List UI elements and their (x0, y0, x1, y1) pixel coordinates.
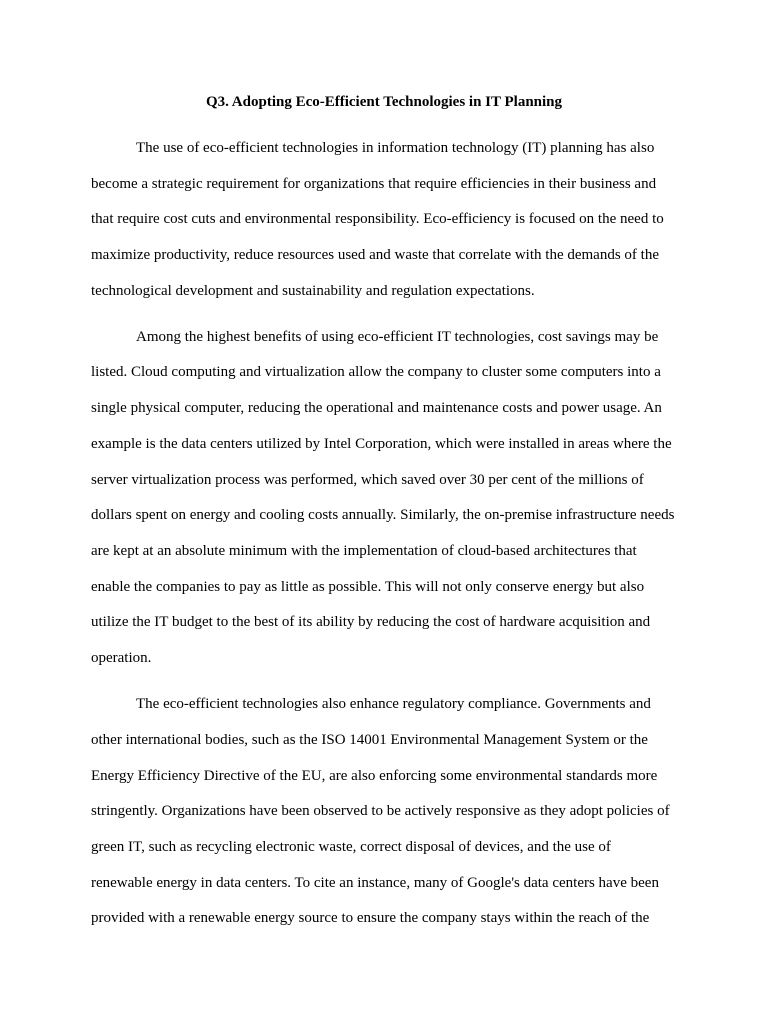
paragraph-2-line: operation. (91, 650, 152, 666)
paragraph-1-line: that require cost cuts and environmental responsibility. Eco-efficiency is focused on the need to (91, 211, 664, 227)
document-title: Q3. Adopting Eco-Efficient Technologies in IT Planning (205, 94, 563, 110)
paragraph-3-line: The eco-efficient technologies also enhance regulatory compliance. Governments and (136, 696, 651, 712)
paragraph-1-line: technological development and sustainability and regulation expectations. (91, 283, 535, 299)
paragraph-1-line: maximize productivity, reduce resources used and waste that correlate with the demands of the (91, 247, 659, 263)
paragraph-1-line: The use of eco-efficient technologies in information technology (IT) planning has also (136, 140, 655, 156)
paragraph-3-line: other international bodies, such as the ISO 14001 Environmental Management System or the (91, 732, 648, 748)
paragraph-2-line: utilize the IT budget to the best of its ability by reducing the cost of hardware acquisition and (91, 614, 651, 630)
paragraph-2-line: Among the highest benefits of using eco-efficient IT technologies, cost savings may be (136, 329, 659, 345)
paragraph-2-line: listed. Cloud computing and virtualization allow the company to cluster some computers into a (91, 364, 661, 380)
paragraph-2-line: single physical computer, reducing the operational and maintenance costs and power usage. An (91, 400, 662, 416)
paragraph-2-line: enable the companies to pay as little as possible. This will not only conserve energy but also (91, 579, 645, 595)
paragraph-3-line: Energy Efficiency Directive of the EU, are also enforcing some environmental standards more (91, 768, 658, 784)
paragraph-2-line: are kept at an absolute minimum with the implementation of cloud-based architectures that (91, 543, 637, 559)
paragraph-2-line: server virtualization process was performed, which saved over 30 per cent of the millions of (91, 472, 644, 488)
paragraph-2-line: dollars spent on energy and cooling costs annually. Similarly, the on-premise infrastructure needs (91, 507, 675, 523)
paragraph-3-line: provided with a renewable energy source to ensure the company stays within the reach of the (91, 910, 650, 926)
paragraph-2-line: example is the data centers utilized by Intel Corporation, which were installed in areas where the (91, 436, 672, 452)
paragraph-3-line: renewable energy in data centers. To cite an instance, many of Google's data centers have been (91, 875, 659, 891)
paragraph-1-line: become a strategic requirement for organizations that require efficiencies in their business and (91, 176, 657, 192)
paragraph-3-line: green IT, such as recycling electronic waste, correct disposal of devices, and the use of (91, 839, 611, 855)
paragraph-3-line: stringently. Organizations have been observed to be actively responsive as they adopt policies of (91, 803, 670, 819)
